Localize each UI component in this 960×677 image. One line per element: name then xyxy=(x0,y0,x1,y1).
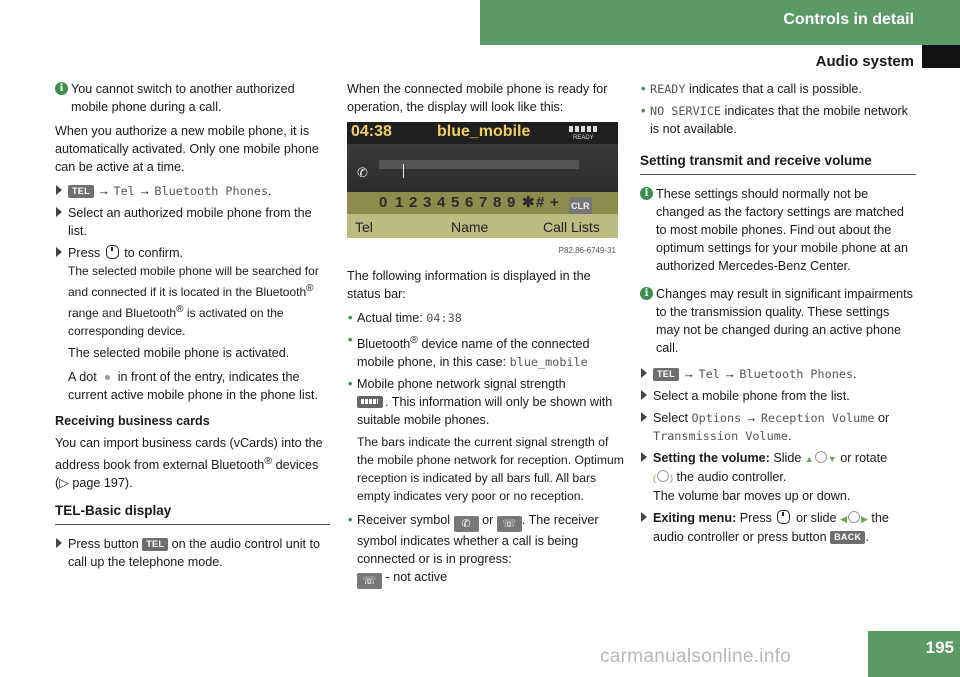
bullet-item: • Mobile phone network signal strength . This information will only be shown with suitable mobile phones. The bars indicate the current signal strength of the mobile phone network for reception. Optimum reception is indicated by all bars full. All bars empty indicates very poor or no reception. xyxy=(348,377,624,504)
bullet-item: • Actual time: 04:38 xyxy=(348,311,462,325)
bullet-item: • Bluetooth® device name of the connected mobile phone, in this case: blue_mobile xyxy=(348,333,590,370)
step-arrow-icon xyxy=(56,247,62,257)
rotate-icon: ( ) xyxy=(653,470,673,484)
step-arrow-icon xyxy=(641,412,647,422)
subsection-title: Audio system xyxy=(815,53,914,70)
info-icon: i xyxy=(640,287,653,300)
paragraph: When you authorize a new mobile phone, it is automatically activated. Only one mobile phone can be active at a time. xyxy=(55,124,319,174)
step-arrow-icon xyxy=(641,452,647,462)
tel-button-icon: TEL xyxy=(142,538,168,551)
step: Press button TEL on the audio control unit to call up the telephone mode. xyxy=(55,535,330,571)
section-heading: Setting transmit and receive volume xyxy=(640,152,916,175)
tel-button-icon: TEL xyxy=(68,185,94,198)
back-button-icon: BACK xyxy=(830,531,865,544)
step-arrow-icon xyxy=(56,207,62,217)
step: TEL → Tel → Bluetooth Phones. xyxy=(640,365,916,383)
display-ready: READY xyxy=(573,135,594,141)
display-device-name: blue_mobile xyxy=(437,123,531,140)
receiver-inactive-icon: ☏ xyxy=(497,516,522,532)
receiver-active-icon: ✆ xyxy=(454,516,479,532)
softkey-row: Tel Name Call Lists xyxy=(347,214,618,238)
info-icon: i xyxy=(640,187,653,200)
step-arrow-icon xyxy=(641,368,647,378)
info-note: i These settings should normally not be changed as the factory settings are matched to most mobile phones. Find out about the optimum settings for your mobile phone at an authorized Mercedes-Benz Center. xyxy=(640,185,916,275)
info-note: i You cannot switch to another authorized mobile phone during a call. xyxy=(55,80,330,116)
step: TEL → Tel → Bluetooth Phones. xyxy=(55,182,330,200)
page-number-box xyxy=(868,631,960,677)
bullet-item: • NO SERVICE indicates that the mobile network is not available. xyxy=(641,104,908,136)
controller-press-icon xyxy=(777,510,790,524)
dot-icon xyxy=(105,375,110,380)
slide-left-right-icon: ◀ ▶ xyxy=(840,511,868,525)
step: Press to confirm. The selected mobile phone will be searched for and connected if it is located in the Bluetooth® range and Bluetooth® is activated on the corresponding device. The selected mobile phone is activated. A dot in front of the entry, indicates the current active mobile phone in the phone list. xyxy=(55,244,330,404)
tel-button-icon: TEL xyxy=(653,368,679,381)
signal-bars-icon xyxy=(357,396,383,408)
info-note: i Changes may result in significant impairments to the transmission quality. These settings may not be changed during an active phone call. xyxy=(640,285,916,357)
step: Select an authorized mobile phone from the list. xyxy=(55,204,330,240)
step: Exiting menu: Press or slide ◀ ▶ the audio controller or press button BACK . xyxy=(640,509,916,546)
paragraph: You can import business cards (vCards) into the address book from external Bluetooth® devices (▷ page 197). xyxy=(55,436,323,491)
step-arrow-icon xyxy=(641,512,647,522)
page-number: 195 xyxy=(925,638,954,657)
info-icon: i xyxy=(55,82,68,95)
bullet-item: • READY indicates that a call is possible. xyxy=(641,82,862,96)
watermark: carmanualsonline.info xyxy=(600,646,792,667)
receiver-inactive-icon: ☏ xyxy=(357,573,382,589)
step-arrow-icon xyxy=(641,390,647,400)
step: Select Options → Reception Volume or Transmission Volume. xyxy=(640,409,916,445)
step-note: The selected mobile phone is activated. xyxy=(68,346,290,360)
paragraph: The following information is displayed in the status bar: xyxy=(347,269,591,301)
step-note: The selected mobile phone will be searched for and connected if it is located in the Bluetooth® range and Bluetooth® is activated on the corresponding device. xyxy=(68,264,319,338)
telephone-display-image xyxy=(347,122,618,259)
display-time: 04:38 xyxy=(351,123,392,140)
column-3 xyxy=(640,80,916,550)
section-heading: TEL-Basic display xyxy=(55,502,330,525)
step: Setting the volume: Slide ▲ ▼ or rotate ( ) the audio controller. The volume bar moves up or down. xyxy=(640,449,916,505)
paragraph: When the connected mobile phone is ready for operation, the display will look like this: xyxy=(347,82,608,114)
image-caption: P82.86-6749-31 xyxy=(558,246,616,255)
column-1 xyxy=(55,80,330,575)
step: Select a mobile phone from the list. xyxy=(640,387,916,405)
column-2 xyxy=(347,80,624,593)
heading: Receiving business cards xyxy=(55,414,210,428)
signal-strength-icon xyxy=(569,126,597,132)
section-tab xyxy=(922,45,960,68)
step-arrow-icon xyxy=(56,538,62,548)
bullet-item: • Receiver symbol ✆ or ☏ . The receiver symbol indicates whether a call is being connected or is in progress: ☏ - not active xyxy=(348,513,599,588)
slide-up-down-icon: ▲ ▼ xyxy=(805,451,837,465)
controller-press-icon xyxy=(106,245,119,259)
section-title: Controls in detail xyxy=(783,11,914,28)
step-arrow-icon xyxy=(56,185,62,195)
step-note: A dot in front of the entry, indicates the current active mobile phone in the phone list. xyxy=(68,370,318,402)
phone-icon: ✆ xyxy=(357,165,368,180)
digit-row: 0 1 2 3 4 5 6 7 8 9 ✱ # + CLR xyxy=(347,192,618,214)
